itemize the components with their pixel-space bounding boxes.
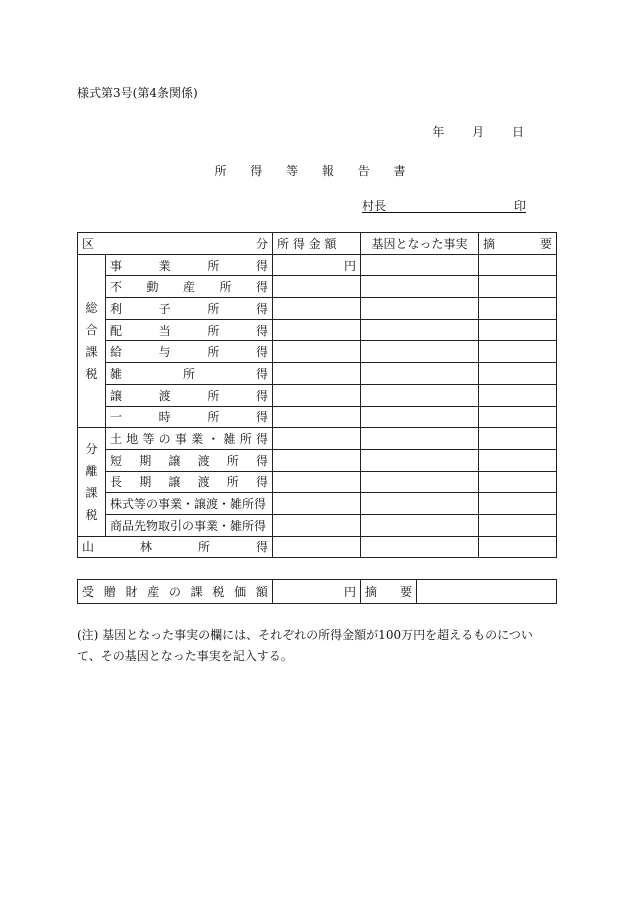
label-char: 税 <box>212 585 225 599</box>
basis-cell[interactable] <box>361 384 479 406</box>
remarks-cell[interactable] <box>479 341 557 363</box>
income-type-label <box>106 406 273 428</box>
group-label <box>78 254 106 428</box>
label-char: 業 <box>158 258 171 273</box>
label-char: 得 <box>255 345 268 360</box>
income-type-label <box>106 276 273 298</box>
label-char: 当 <box>158 323 171 338</box>
label-char: 短 <box>110 453 123 468</box>
label-char: 所 <box>207 258 220 273</box>
remarks-cell[interactable] <box>479 276 557 298</box>
label-char: 得 <box>255 258 268 273</box>
label-char: 価 <box>234 585 247 599</box>
table-row <box>78 449 557 471</box>
basis-cell[interactable] <box>361 319 479 341</box>
amount-cell[interactable] <box>273 254 361 276</box>
label-char: 得 <box>255 540 268 555</box>
label-char: 譲 <box>168 453 181 468</box>
amount-cell[interactable] <box>273 319 361 341</box>
gift-label-cell <box>78 580 273 604</box>
group-label-char: 税 <box>85 507 98 522</box>
label-char: 一 <box>110 410 123 425</box>
label-char: 受 <box>82 585 95 599</box>
label-char: 所 <box>197 540 210 555</box>
label-text: 株式等の事業・譲渡・雑所得 <box>110 497 267 512</box>
label-char: 得 <box>255 323 268 338</box>
income-type-label <box>106 384 273 406</box>
label-char: 財 <box>125 585 138 599</box>
gift-row <box>78 580 557 604</box>
label-char: 渡 <box>197 475 210 490</box>
amount-cell[interactable] <box>273 363 361 385</box>
label-char: 額 <box>255 585 268 599</box>
remarks-cell[interactable] <box>479 493 557 515</box>
label-char: 贈 <box>103 585 116 599</box>
remarks-cell[interactable] <box>479 514 557 536</box>
label-char: 産 <box>182 280 195 295</box>
income-type-label <box>106 514 273 536</box>
label-char: 得 <box>255 280 268 295</box>
table-row <box>78 428 557 450</box>
basis-cell[interactable] <box>361 514 479 536</box>
basis-cell[interactable] <box>361 363 479 385</box>
income-type-label <box>106 341 273 363</box>
document-title: 所 得 等 報 告 書 <box>214 164 416 178</box>
label-char: 所 <box>207 410 220 425</box>
recipient-line <box>362 197 526 213</box>
form-number: 様式第3号(第4条関係) <box>77 86 198 100</box>
remarks-cell[interactable] <box>479 298 557 320</box>
income-type-label <box>106 471 273 493</box>
label-char: 事 <box>110 258 123 273</box>
note-text: (注) 基因となった事実の欄には、それぞれの所得金額が100万円を超えるものについて、その基因となった事実を記入する。 <box>77 628 533 663</box>
day-label: 日 <box>511 125 524 139</box>
label-char: 事 <box>174 432 187 447</box>
basis-cell[interactable] <box>361 298 479 320</box>
income-type-label <box>106 493 273 515</box>
gift-amount-cell[interactable] <box>273 580 361 604</box>
income-type-label <box>106 363 273 385</box>
label-char: 得 <box>255 432 268 447</box>
remarks-cell[interactable] <box>479 406 557 428</box>
label-char: 期 <box>139 475 152 490</box>
basis-cell[interactable] <box>361 449 479 471</box>
group-label-char: 税 <box>85 366 98 381</box>
label-char: 産 <box>147 585 160 599</box>
basis-cell[interactable] <box>361 428 479 450</box>
label-char: 給 <box>110 345 123 360</box>
table-row <box>78 298 557 320</box>
label-char: 所 <box>182 366 195 381</box>
basis-header-label: 基因となった事実 <box>371 236 468 251</box>
income-type-label <box>106 298 273 320</box>
table-row <box>78 276 557 298</box>
amount-cell[interactable] <box>273 536 361 558</box>
label-char: 所 <box>219 280 232 295</box>
basis-cell[interactable] <box>361 254 479 276</box>
month-label: 月 <box>472 125 485 139</box>
kubun-right: 分 <box>255 236 268 251</box>
amount-cell[interactable] <box>273 471 361 493</box>
label-char: 得 <box>255 453 268 468</box>
yen-unit: 円 <box>343 258 356 273</box>
remarks-header <box>479 233 557 255</box>
label-char: 等 <box>142 432 155 447</box>
remarks-cell[interactable] <box>479 449 557 471</box>
label-char: 所 <box>207 323 220 338</box>
amount-cell[interactable] <box>273 298 361 320</box>
income-type-label <box>106 428 273 450</box>
group-label-char: 離 <box>85 463 98 478</box>
label-char: 動 <box>146 280 159 295</box>
gift-remarks-label-cell <box>361 580 417 604</box>
label-char: 土 <box>110 432 123 447</box>
group-label-char: 課 <box>85 485 98 500</box>
label-char: 所 <box>226 453 239 468</box>
label-char: 利 <box>110 301 123 316</box>
label-char: 渡 <box>158 388 171 403</box>
amount-header-label: 所 得 金 額 <box>277 236 337 251</box>
label-char: 与 <box>158 345 171 360</box>
basis-cell[interactable] <box>361 471 479 493</box>
remarks-cell[interactable] <box>479 254 557 276</box>
group-label <box>78 428 106 536</box>
gift-property-table <box>77 579 557 604</box>
amount-cell[interactable] <box>273 493 361 515</box>
label-char: 渡 <box>197 453 210 468</box>
label-char: 所 <box>207 345 220 360</box>
remarks-cell[interactable] <box>479 384 557 406</box>
table-row <box>78 471 557 493</box>
mountain-income-label <box>78 536 273 558</box>
label-char: 長 <box>110 475 123 490</box>
date-line <box>0 123 524 140</box>
label-char: 得 <box>255 388 268 403</box>
label-char: 配 <box>110 323 123 338</box>
label-char: 得 <box>255 410 268 425</box>
group-label-char: 分 <box>85 441 98 456</box>
label-char: 林 <box>139 540 152 555</box>
label-char: 譲 <box>110 388 123 403</box>
amount-cell[interactable] <box>273 384 361 406</box>
label-char: の <box>158 432 171 447</box>
basis-cell[interactable] <box>361 406 479 428</box>
table-row <box>78 319 557 341</box>
remarks-cell[interactable] <box>479 428 557 450</box>
income-type-label <box>106 254 273 276</box>
label-char: 不 <box>110 280 123 295</box>
remarks-cell[interactable] <box>479 536 557 558</box>
label-char: 雑 <box>223 432 236 447</box>
income-type-label <box>106 319 273 341</box>
amount-cell[interactable] <box>273 341 361 363</box>
label-char: 得 <box>255 301 268 316</box>
basis-cell[interactable] <box>361 493 479 515</box>
label-char: 得 <box>255 475 268 490</box>
table-row <box>78 536 557 558</box>
label-char: ・ <box>207 432 220 447</box>
label-char: 課 <box>190 585 203 599</box>
seal-mark: 印 <box>513 199 526 213</box>
label-char: 期 <box>139 453 152 468</box>
remarks-left: 摘 <box>365 585 378 599</box>
label-char: 所 <box>226 475 239 490</box>
amount-header <box>273 233 361 255</box>
label-char: 山 <box>82 540 95 555</box>
remarks-cell[interactable] <box>479 363 557 385</box>
amount-cell[interactable] <box>273 276 361 298</box>
gift-remarks-cell[interactable] <box>417 580 557 604</box>
kubun-left: 区 <box>82 236 95 251</box>
basis-cell[interactable] <box>361 276 479 298</box>
remarks-cell[interactable] <box>479 319 557 341</box>
basis-header <box>361 233 479 255</box>
label-text: 商品先物取引の事業・雑所得 <box>110 518 267 533</box>
amount-cell[interactable] <box>273 406 361 428</box>
remarks-cell[interactable] <box>479 471 557 493</box>
group-label-char: 総 <box>85 300 98 315</box>
amount-cell[interactable] <box>273 514 361 536</box>
income-type-label <box>106 449 273 471</box>
basis-cell[interactable] <box>361 536 479 558</box>
amount-cell[interactable] <box>273 449 361 471</box>
table-row <box>78 493 557 515</box>
group-label-char: 課 <box>85 344 98 359</box>
label-char: 所 <box>207 388 220 403</box>
remarks-right: 要 <box>539 236 552 251</box>
table-row <box>78 406 557 428</box>
label-char: 業 <box>191 432 204 447</box>
amount-cell[interactable] <box>273 428 361 450</box>
label-char: 得 <box>255 366 268 381</box>
table-row <box>78 254 557 276</box>
remarks-right: 要 <box>399 585 412 599</box>
group-label-char: 合 <box>85 322 98 337</box>
table-header-row <box>78 233 557 255</box>
label-char: 地 <box>126 432 139 447</box>
table-row <box>78 514 557 536</box>
label-char: 所 <box>207 301 220 316</box>
label-char: 子 <box>158 301 171 316</box>
basis-cell[interactable] <box>361 341 479 363</box>
table-row <box>78 363 557 385</box>
table-row <box>78 341 557 363</box>
label-char: 所 <box>239 432 252 447</box>
yen-unit: 円 <box>343 585 356 599</box>
label-char: 雑 <box>110 366 123 381</box>
remarks-left: 摘 <box>483 236 496 251</box>
recipient-label: 村長 <box>362 199 387 213</box>
year-label: 年 <box>432 125 445 139</box>
label-char: 時 <box>158 410 171 425</box>
kubun-header <box>78 233 273 255</box>
label-char: 譲 <box>168 475 181 490</box>
table-row <box>78 384 557 406</box>
income-table <box>77 232 557 558</box>
label-char: の <box>168 585 181 599</box>
